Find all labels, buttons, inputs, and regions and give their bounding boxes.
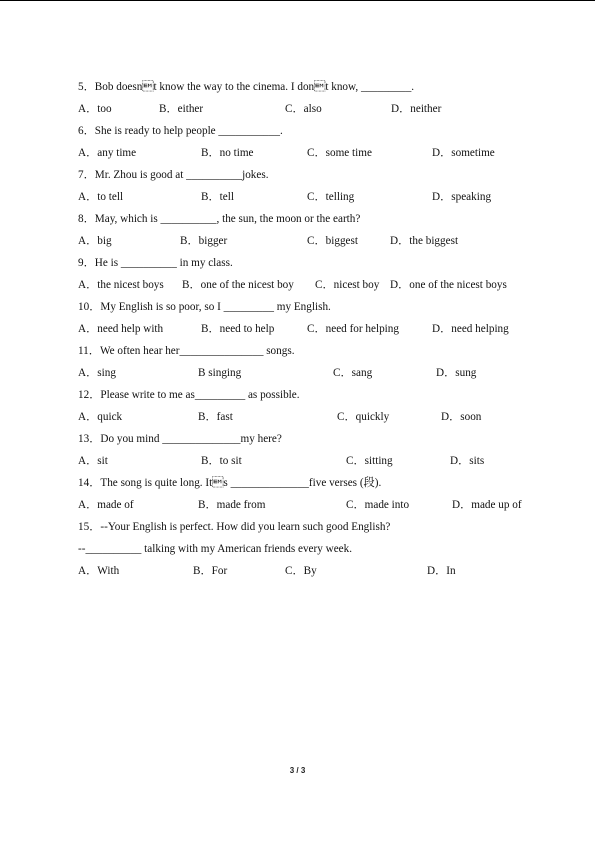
option-b: B．fast <box>198 411 233 423</box>
question-stem <box>0 123 595 139</box>
option-d: D．soon <box>441 411 482 423</box>
question-15-response: --__________ talking with my American friends every week. <box>78 543 353 555</box>
option-a: A．too <box>78 103 112 115</box>
option-c: C．biggest <box>307 235 358 247</box>
option-d: D．need helping <box>432 323 509 335</box>
question-10-stem: 10．My English is so poor, so I _________ my English. <box>78 301 331 313</box>
question-12-stem: 12．Please write to me as_________ as possible. <box>78 389 300 401</box>
option-b: B．bigger <box>180 235 228 247</box>
option-c: C．By <box>285 565 317 577</box>
question-options <box>0 189 595 205</box>
option-c: C．made into <box>346 499 410 511</box>
page-number: 3 / 3 <box>289 766 306 775</box>
option-a: A．any time <box>78 147 137 159</box>
option-b: B．no time <box>201 147 254 159</box>
option-d: D．made up of <box>452 499 522 511</box>
question-options <box>0 365 595 381</box>
question-stem <box>0 255 595 271</box>
option-a: A．sing <box>78 367 116 379</box>
option-a: A．made of <box>78 499 134 511</box>
option-c: C．nicest boy <box>315 279 380 291</box>
question-options <box>0 101 595 117</box>
option-b: B．to sit <box>201 455 242 467</box>
option-b: B singing <box>198 367 242 379</box>
option-d: D．speaking <box>432 191 492 203</box>
question-options <box>0 277 595 293</box>
option-b: B．one of the nicest boy <box>182 279 294 291</box>
option-c: C．quickly <box>337 411 390 423</box>
question-8-stem: 8．May, which is __________, the sun, the moon or the earth? <box>78 213 361 225</box>
question-options <box>0 321 595 337</box>
option-a: A．sit <box>78 455 108 467</box>
option-d: D．neither <box>391 103 442 115</box>
option-c: C．sang <box>333 367 373 379</box>
option-b: B．tell <box>201 191 234 203</box>
option-a: A．need help with <box>78 323 164 335</box>
question-14-stem: 14．The song is quite long. Its ______________five verses (段). <box>78 477 382 489</box>
question-stem <box>0 475 595 491</box>
question-options <box>0 233 595 249</box>
question-stem <box>0 387 595 403</box>
question-stem <box>0 343 595 359</box>
question-7-stem: 7．Mr. Zhou is good at __________jokes. <box>78 169 269 181</box>
question-5-stem: 5．Bob doesnt know the way to the cinema. I dont know, _________. <box>78 81 415 93</box>
option-b: B．need to help <box>201 323 275 335</box>
option-c: C．sitting <box>346 455 393 467</box>
question-stem <box>0 211 595 227</box>
question-options <box>0 453 595 469</box>
question-stem <box>0 519 595 535</box>
option-d: D．In <box>427 565 456 577</box>
question-options <box>0 497 595 513</box>
question-options <box>0 409 595 425</box>
option-d: D．sung <box>436 367 477 379</box>
question-stem <box>0 431 595 447</box>
option-d: D．one of the nicest boys <box>390 279 507 291</box>
option-a: A．to tell <box>78 191 124 203</box>
option-a: A．the nicest boys <box>78 279 164 291</box>
option-a: A．big <box>78 235 112 247</box>
question-options <box>0 563 595 579</box>
option-b: B．either <box>159 103 204 115</box>
question-options <box>0 145 595 161</box>
option-b: B．made from <box>198 499 266 511</box>
option-d: D．sits <box>450 455 485 467</box>
question-stem-response <box>0 541 595 557</box>
question-stem <box>0 167 595 183</box>
option-c: C．need for helping <box>307 323 399 335</box>
option-a: A．With <box>78 565 120 577</box>
question-stem <box>0 299 595 315</box>
question-6-stem: 6．She is ready to help people ___________. <box>78 125 283 137</box>
question-11-stem: 11．We often hear her_______________ songs. <box>78 345 295 357</box>
option-d: D．the biggest <box>390 235 459 247</box>
question-13-stem: 13．Do you mind ______________my here? <box>78 433 282 445</box>
question-9-stem: 9．He is __________ in my class. <box>78 257 233 269</box>
option-c: C．some time <box>307 147 372 159</box>
option-a: A．quick <box>78 411 123 423</box>
question-15-stem: 15．--Your English is perfect. How did you learn such good English? <box>78 521 391 533</box>
question-stem <box>0 79 595 95</box>
option-b: B．For <box>193 565 228 577</box>
option-c: C．telling <box>307 191 355 203</box>
option-d: D．sometime <box>432 147 495 159</box>
option-c: C．also <box>285 103 322 115</box>
